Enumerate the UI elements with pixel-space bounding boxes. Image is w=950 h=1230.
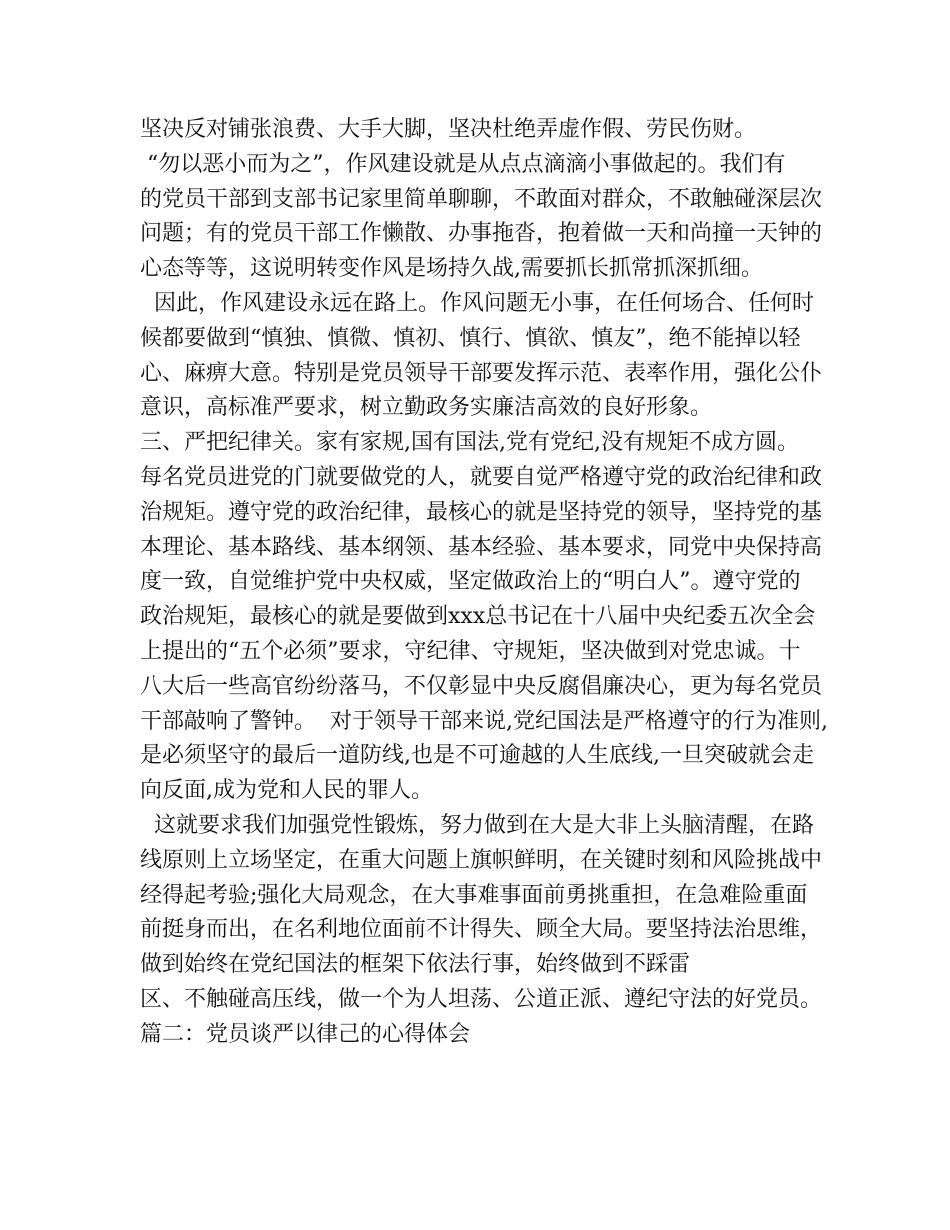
text-line: 问题；有的党员干部工作懒散、办事拖沓，抱着做一天和尚撞一天钟的 [140,221,823,247]
text-line: 向反面,成为党和人民的罪人。 [140,778,433,804]
text-line: 这就要求我们加强党性锻炼，努力做到在大是大非上头脑清醒，在路 [140,812,814,838]
text-line: 是必须坚守的最后一道防线,也是不可逾越的人生底线,一旦突破就会走 [140,743,814,769]
text-line: 本理论、基本路线、基本纲领、基本经验、基本要求，同党中央保持高 [140,534,823,560]
text-line: 意识，高标准严要求，树立勤政务实廉洁高效的良好形象。 [140,395,713,421]
text-line: 上提出的“五个必须”要求，守纪律、守规矩，坚决做到对党忠诚。十 [140,638,801,664]
article-title-line: 篇二：党员谈严以律己的心得体会 [140,1021,471,1047]
text-line: 治规矩。遵守党的政治纪律，最核心的就是坚持党的领导，坚持党的基 [140,499,823,525]
text-line: “勿以恶小而为之”，作风建设就是从点点滴滴小事做起的。我们有 [140,151,786,177]
text-line: 坚决反对铺张浪费、大手大脚，坚决杜绝弄虚作假、劳民伤财。 [140,117,757,142]
text-line: 八大后一些高官纷纷落马，不仅彰显中央反腐倡廉决心，更为每名党员 [140,673,823,699]
text-line: 经得起考验;强化大局观念，在大事难事面前勇挑重担，在急难险重面 [140,882,808,908]
text-line: 候都要做到“慎独、慎微、慎初、慎行、慎欲、慎友”，绝不能掉以轻 [140,325,801,351]
text-line: 做到始终在党纪国法的框架下依法行事，始终做到不踩雷 [140,952,691,978]
text-line: 度一致，自觉维护党中央权威，坚定做政治上的“明白人”。遵守党的 [140,569,801,595]
text-line: 因此，作风建设永远在路上。作风问题无小事，在任何场合、任何时 [140,290,814,316]
text-line: 线原则上立场坚定，在重大问题上旗帜鲜明，在关键时刻和风险挑战中 [140,847,823,873]
section-heading-line: 三、严把纪律关。家有家规,国有国法,党有党纪,没有规矩不成方圆。 [140,430,799,456]
text-line: 干部敲响了警钟。 对于领导干部来说,党纪国法是严格遵守的行为准则, [140,708,828,734]
text-line: 心态等等，这说明转变作风是场持久战,需要抓长抓常抓深抓细。 [140,256,763,282]
text-line: 的党员干部到支部书记家里简单聊聊，不敢面对群众，不敢触碰深层次 [140,186,823,212]
text-line: 心、麻痹大意。特别是党员领导干部要发挥示范、表率作用，强化公仆 [140,360,823,386]
text-line: 政治规矩，最核心的就是要做到xxx总书记在十八届中央纪委五次全会 [140,604,816,630]
text-line: 区、不触碰高压线，做一个为人坦荡、公道正派、遵纪守法的好党员。 [140,986,823,1012]
text-line: 每名党员进党的门就要做党的人，就要自觉严格遵守党的政治纪律和政 [140,464,823,490]
text-line: 前挺身而出，在名利地位面前不计得失、顾全大局。要坚持法治思维， [140,917,823,943]
body-text [140,113,828,1053]
